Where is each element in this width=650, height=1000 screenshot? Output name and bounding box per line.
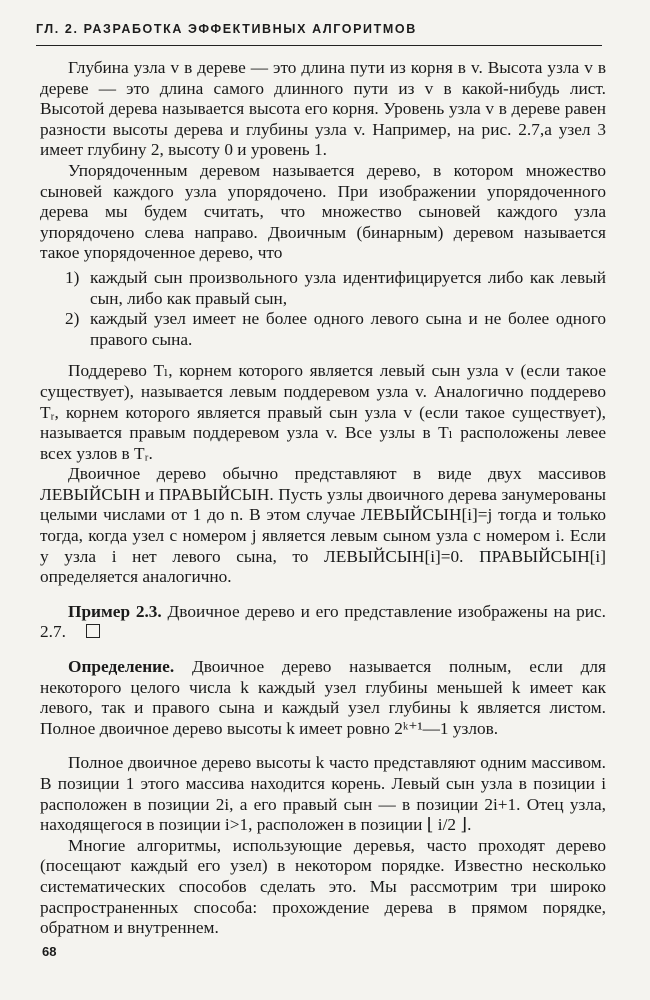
paragraph-array-representation: Двоичное дерево обычно представляют в виде двух массивов ЛЕВЫЙСЫН и ПРАВЫЙСЫН. Пусть узлы двоичного дерева занумерованы целыми числами от 1 до n. В этом случае ЛЕВЫЙСЫН[i]=j тогда и только тогда, когда узел с номером j является левым сыном узла с номером i. Если у узла i нет левого сына, то ЛЕВЫЙСЫН[i]=0. ПРАВЫЙСЫН[i] определяется аналогично. <box>40 464 606 587</box>
list-item <box>40 309 606 350</box>
paragraph-array-full-tree: Полное двоичное дерево высоты k часто представляют одним массивом. В позиции 1 этого массива находится корень. Левый сын узла в позиции i расположен в позиции 2i, а его правый сын — в позиции 2i+1. Отец узла, находящегося в позиции i>1, расположен в позиции ⌊ i/2 ⌋. <box>40 753 606 835</box>
list-number: 1) <box>65 267 80 287</box>
page-number: 68 <box>42 944 57 959</box>
paragraph-subtrees: Поддерево Tₗ, корнем которого является левый сын узла v (если такое существует), называется левым поддеревом узла v. Аналогично поддерево Tᵣ, корнем которого является правый сын узла v (если такое существует), называется правым поддеревом узла v. Все узлы в Tₗ расположены левее всех узлов в Tᵣ. <box>40 361 606 463</box>
end-of-example-box-icon <box>86 624 100 638</box>
definition-label: Определение. <box>68 657 175 677</box>
list-text: каждый сын произвольного узла идентифицируется либо как левый сын, либо как правый сын, <box>90 267 606 308</box>
list-text: каждый узел имеет не более одного левого сына и не более одного правого сына. <box>90 309 606 349</box>
list-item <box>40 268 606 309</box>
main-text <box>40 58 606 939</box>
binary-tree-conditions <box>40 268 606 350</box>
paragraph-traversal: Многие алгоритмы, использующие деревья, часто проходят дерево (посещают каждый его узел) в некотором порядке. Известно несколько систематических способов сделать это. Мы рассмотрим три широко распространенных способа: прохождение дерева в прямом порядке, обратном и внутреннем. <box>40 835 606 938</box>
example-2-3 <box>40 602 606 643</box>
paragraph-ordered-tree: Упорядоченным деревом называется дерево, в котором множество сыновей каждого узла упорядочено. При изображении упорядоченного дерева мы будем считать, что множество сыновей каждого узла упорядочено слева направо. Двоичным (бинарным) деревом называется такое упорядоченное дерево, что <box>40 160 606 263</box>
definition-full-binary-tree <box>40 657 606 739</box>
example-text: Двоичное дерево и его представление изображены на рис. 2.7. <box>40 601 606 642</box>
definition-text: Двоичное дерево называется полным, если для некоторого целого числа k каждый узел глубины меньшей k имеет как левого, так и правого сына и каждый узел глубины k является листом. Полное двоичное дерево высоты k имеет ровно 2ᵏ⁺¹—1 узлов. <box>40 657 607 738</box>
paragraph-depth-height: Глубина узла v в дереве — это длина пути из корня в v. Высота узла v в дереве — это длина самого длинного пути из v в какой-нибудь лист. Высотой дерева называется высота его корня. Уровень узла v в дереве равен разности высоты дерева и глубины узла v. Например, на рис. 2.7,а узел 3 имеет глубину 2, высоту 0 и уровень 1. <box>40 58 606 160</box>
example-label: Пример 2.3. <box>68 601 162 621</box>
list-number: 2) <box>65 309 80 329</box>
header-rule <box>36 45 602 46</box>
running-header: ГЛ. 2. РАЗРАБОТКА ЭФФЕКТИВНЫХ АЛГОРИТМОВ <box>36 22 417 36</box>
